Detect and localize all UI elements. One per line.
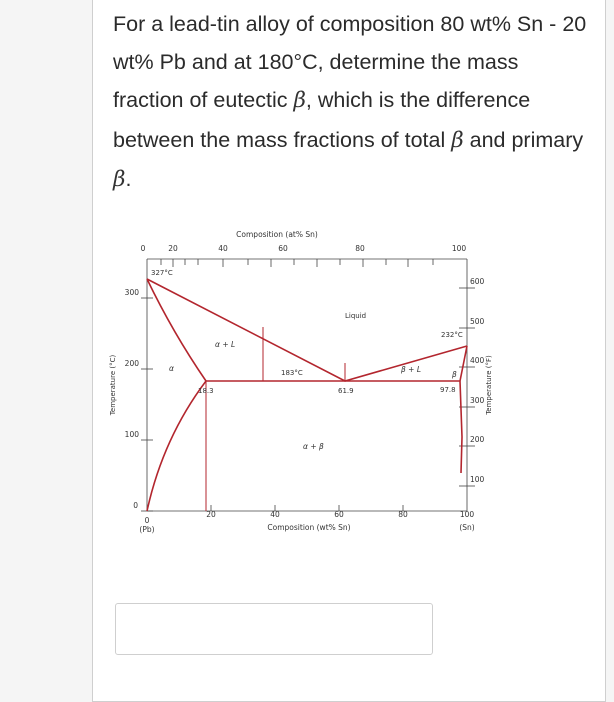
- pb-melting-label: 327°C: [151, 269, 173, 277]
- right-tick-label: 600: [470, 277, 485, 286]
- top-tick-label: 100: [451, 244, 467, 253]
- top-tick-label: 0: [140, 244, 146, 253]
- left-tick-label: 0: [133, 501, 138, 510]
- question-card: [92, 0, 606, 702]
- beta-solidus-line: [460, 346, 467, 381]
- eutectic-temp-label: 183°C: [281, 369, 303, 377]
- top-tick-label: 20: [168, 244, 178, 253]
- beta-liquid-region-label: β + L: [401, 365, 422, 374]
- left-tick-label: 300: [124, 288, 139, 297]
- top-tick-label: 80: [355, 244, 365, 253]
- alpha-region-label: α: [169, 364, 174, 373]
- beta-limit-label: 97.8: [440, 386, 456, 394]
- right-tick-label: 300: [470, 396, 485, 405]
- bottom-tick-label: 60: [334, 510, 344, 519]
- bottom-tick-label: 40: [270, 510, 280, 519]
- right-tick-label: 200: [470, 435, 485, 444]
- pb-end-label: (Pb): [139, 525, 155, 534]
- alpha-solvus-line: [147, 381, 206, 511]
- beta-region-label: β: [452, 370, 457, 379]
- beta-symbol: β: [293, 88, 306, 114]
- right-tick-label: 100: [470, 475, 485, 484]
- answer-input-box[interactable]: [115, 603, 433, 655]
- beta-symbol: β: [451, 127, 464, 153]
- sn-end-label: (Sn): [459, 523, 475, 532]
- x-axis-title: Composition (wt% Sn): [267, 523, 351, 532]
- sn-melting-label: 232°C: [441, 331, 463, 339]
- alpha-liquid-region-label: α + L: [215, 340, 236, 349]
- phase-diagram: [103, 223, 597, 543]
- beta-symbol: β: [113, 166, 126, 192]
- beta-solvus-line: [460, 381, 462, 473]
- top-axis-title: Composition (at% Sn): [236, 230, 318, 239]
- y-axis-title-right: Temperature (°F): [485, 355, 493, 415]
- alpha-limit-label: 18.3: [198, 387, 214, 395]
- liquid-region-label: Liquid: [345, 312, 367, 320]
- bottom-tick-label: 100: [459, 510, 475, 519]
- top-tick-label: 40: [218, 244, 228, 253]
- right-tick-label: 400: [470, 356, 485, 365]
- left-tick-label: 200: [124, 359, 139, 368]
- bottom-tick-label: 80: [398, 510, 408, 519]
- bottom-tick-label: 20: [206, 510, 216, 519]
- question-text: For a lead-tin alloy of composition 80 wt% Sn - 20 wt% Pb and at 180°C, determine the mass fraction of eutectic β, which is the difference between the mass fractions of total β and primary β.: [113, 12, 587, 192]
- eutectic-comp-label: 61.9: [338, 387, 354, 395]
- y-axis-title-left: Temperature (°C): [109, 354, 117, 416]
- left-tick-label: 100: [124, 430, 139, 439]
- bottom-tick-label: 0: [144, 516, 150, 525]
- right-tick-label: 500: [470, 317, 485, 326]
- alpha-beta-region-label: α + β: [303, 442, 324, 451]
- top-tick-label: 60: [278, 244, 288, 253]
